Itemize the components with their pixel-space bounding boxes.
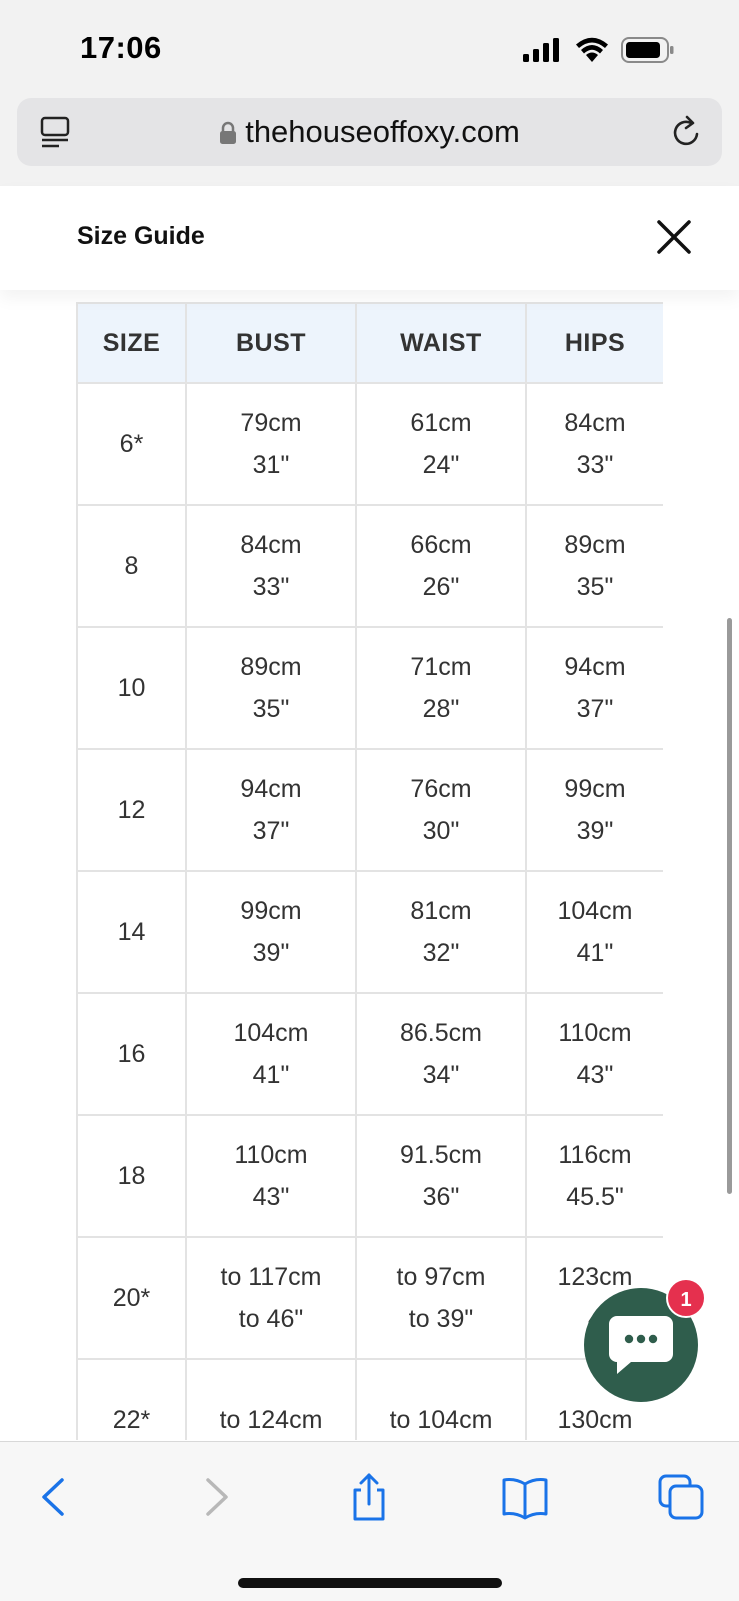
url-text: thehouseoffoxy.com (245, 114, 520, 149)
waist-inch-value: 24" (422, 451, 460, 479)
waist-cell (356, 749, 526, 871)
table-row (77, 627, 663, 749)
battery-icon (621, 37, 675, 63)
bust-inch-value: 41" (252, 1061, 290, 1089)
bust-cell (186, 505, 356, 627)
hips-inch-value: 43" (576, 1061, 614, 1089)
bust-inch-value: 37" (252, 817, 290, 845)
size-cell: 12 (77, 749, 186, 871)
size-guide-header (0, 186, 739, 290)
waist-cell (356, 1359, 526, 1440)
hips-inch-value: 39" (576, 817, 614, 845)
waist-cell (356, 1237, 526, 1359)
bust-cm-value: 94cm (240, 775, 302, 803)
bust-cm-value: 79cm (240, 409, 302, 437)
browser-toolbar (0, 1441, 739, 1601)
table-row (77, 383, 663, 505)
size-cell: 20* (77, 1237, 186, 1359)
bust-inch-value: to 46" (238, 1305, 304, 1333)
cellular-signal-icon (523, 38, 561, 62)
waist-cm-value: 71cm (410, 653, 472, 681)
waist-cm-value: 76cm (410, 775, 472, 803)
waist-cell (356, 383, 526, 505)
waist-inch-value: 26" (422, 573, 460, 601)
waist-cm-value: to 97cm (396, 1263, 486, 1291)
status-time: 17:06 (80, 30, 162, 65)
waist-inch-value: 34" (422, 1061, 460, 1089)
bust-inch-value: 31" (252, 451, 290, 479)
bust-inch-value: 39" (252, 939, 290, 967)
waist-inch-value: 30" (422, 817, 460, 845)
bust-cell (186, 1359, 356, 1440)
size-cell: 14 (77, 871, 186, 993)
hips-inch-value: 45.5" (566, 1183, 624, 1211)
hips-cell (526, 749, 663, 871)
table-row (77, 871, 663, 993)
size-cell: 8 (77, 505, 186, 627)
size-cell: 6* (77, 383, 186, 505)
scrollbar[interactable] (727, 618, 732, 1194)
status-icons (523, 36, 683, 64)
waist-cell (356, 871, 526, 993)
lock-icon (219, 121, 237, 145)
waist-inch-value: 28" (422, 695, 460, 723)
hips-inch-value: 35" (576, 573, 614, 601)
size-cell: 22* (77, 1359, 186, 1440)
size-cell: 18 (77, 1115, 186, 1237)
bust-cm-value: 84cm (240, 531, 302, 559)
bust-inch-value: 33" (252, 573, 290, 601)
size-table (76, 302, 663, 1440)
waist-cell (356, 505, 526, 627)
waist-cell (356, 1115, 526, 1237)
close-icon[interactable] (651, 214, 697, 260)
waist-cm-value: to 104cm (389, 1406, 493, 1434)
hips-cm-value: 94cm (564, 653, 626, 681)
waist-cm-value: 86.5cm (400, 1019, 482, 1047)
size-table-container[interactable] (76, 302, 663, 1440)
reload-icon[interactable] (670, 114, 704, 150)
bust-cell (186, 627, 356, 749)
table-row (77, 749, 663, 871)
hips-cell (526, 1115, 663, 1237)
modal-title: Size Guide (77, 222, 205, 250)
waist-cell (356, 993, 526, 1115)
hips-cm-value: 123cm (557, 1263, 633, 1291)
bookmarks-icon[interactable] (500, 1472, 550, 1522)
hips-cm-value: 104cm (557, 897, 633, 925)
waist-cm-value: 81cm (410, 897, 472, 925)
hips-cell (526, 383, 663, 505)
bust-inch-value: 43" (252, 1183, 290, 1211)
bust-inch-value: 35" (252, 695, 290, 723)
hips-inch-value: 37" (576, 695, 614, 723)
browser-address-area (0, 98, 739, 186)
waist-cm-value: 61cm (410, 409, 472, 437)
bust-cm-value: 110cm (234, 1141, 308, 1169)
status-bar (0, 0, 739, 98)
bust-cm-value: to 124cm (219, 1406, 323, 1434)
bust-cm-value: to 117cm (220, 1263, 322, 1291)
back-icon[interactable] (30, 1472, 80, 1522)
table-row (77, 505, 663, 627)
wifi-icon (575, 36, 609, 62)
table-row (77, 1237, 663, 1359)
waist-inch-value: 36" (422, 1183, 460, 1211)
header-size: SIZE (77, 303, 186, 383)
bust-cm-value: 89cm (240, 653, 302, 681)
waist-cm-value: 91.5cm (400, 1141, 482, 1169)
hips-cm-value: 116cm (558, 1141, 632, 1169)
bust-cell (186, 383, 356, 505)
size-cell: 16 (77, 993, 186, 1115)
hips-cell (526, 627, 663, 749)
waist-inch-value: to 39" (408, 1305, 474, 1333)
chat-bubble-icon (607, 1314, 675, 1376)
hips-cell (526, 871, 663, 993)
hips-cm-value: 130cm (557, 1406, 633, 1434)
hips-cm-value: 89cm (564, 531, 626, 559)
url-display[interactable] (17, 98, 722, 166)
header-hips: HIPS (526, 303, 663, 383)
bust-cell (186, 1237, 356, 1359)
size-cell: 10 (77, 627, 186, 749)
share-icon[interactable] (344, 1472, 394, 1522)
chat-notification-badge: 1 (666, 1278, 706, 1318)
table-header-row (77, 303, 663, 383)
header-bust: BUST (186, 303, 356, 383)
forward-icon[interactable] (190, 1472, 240, 1522)
table-row (77, 1115, 663, 1237)
table-row (77, 1359, 663, 1440)
bust-cm-value: 99cm (240, 897, 302, 925)
bust-cell (186, 993, 356, 1115)
hips-cm-value: 84cm (564, 409, 626, 437)
bust-cm-value: 104cm (233, 1019, 309, 1047)
address-bar[interactable] (17, 98, 722, 166)
home-indicator (238, 1578, 502, 1588)
hips-cell (526, 993, 663, 1115)
hips-cm-value: 110cm (558, 1019, 632, 1047)
hips-cell (526, 505, 663, 627)
waist-cell (356, 627, 526, 749)
hips-inch-value: 41" (576, 939, 614, 967)
bust-cell (186, 1115, 356, 1237)
hips-cm-value: 99cm (564, 775, 626, 803)
table-row (77, 993, 663, 1115)
header-waist: WAIST (356, 303, 526, 383)
waist-inch-value: 32" (422, 939, 460, 967)
hips-inch-value: 33" (576, 451, 614, 479)
waist-cm-value: 66cm (410, 531, 472, 559)
tabs-icon[interactable] (656, 1472, 706, 1522)
bust-cell (186, 749, 356, 871)
bust-cell (186, 871, 356, 993)
